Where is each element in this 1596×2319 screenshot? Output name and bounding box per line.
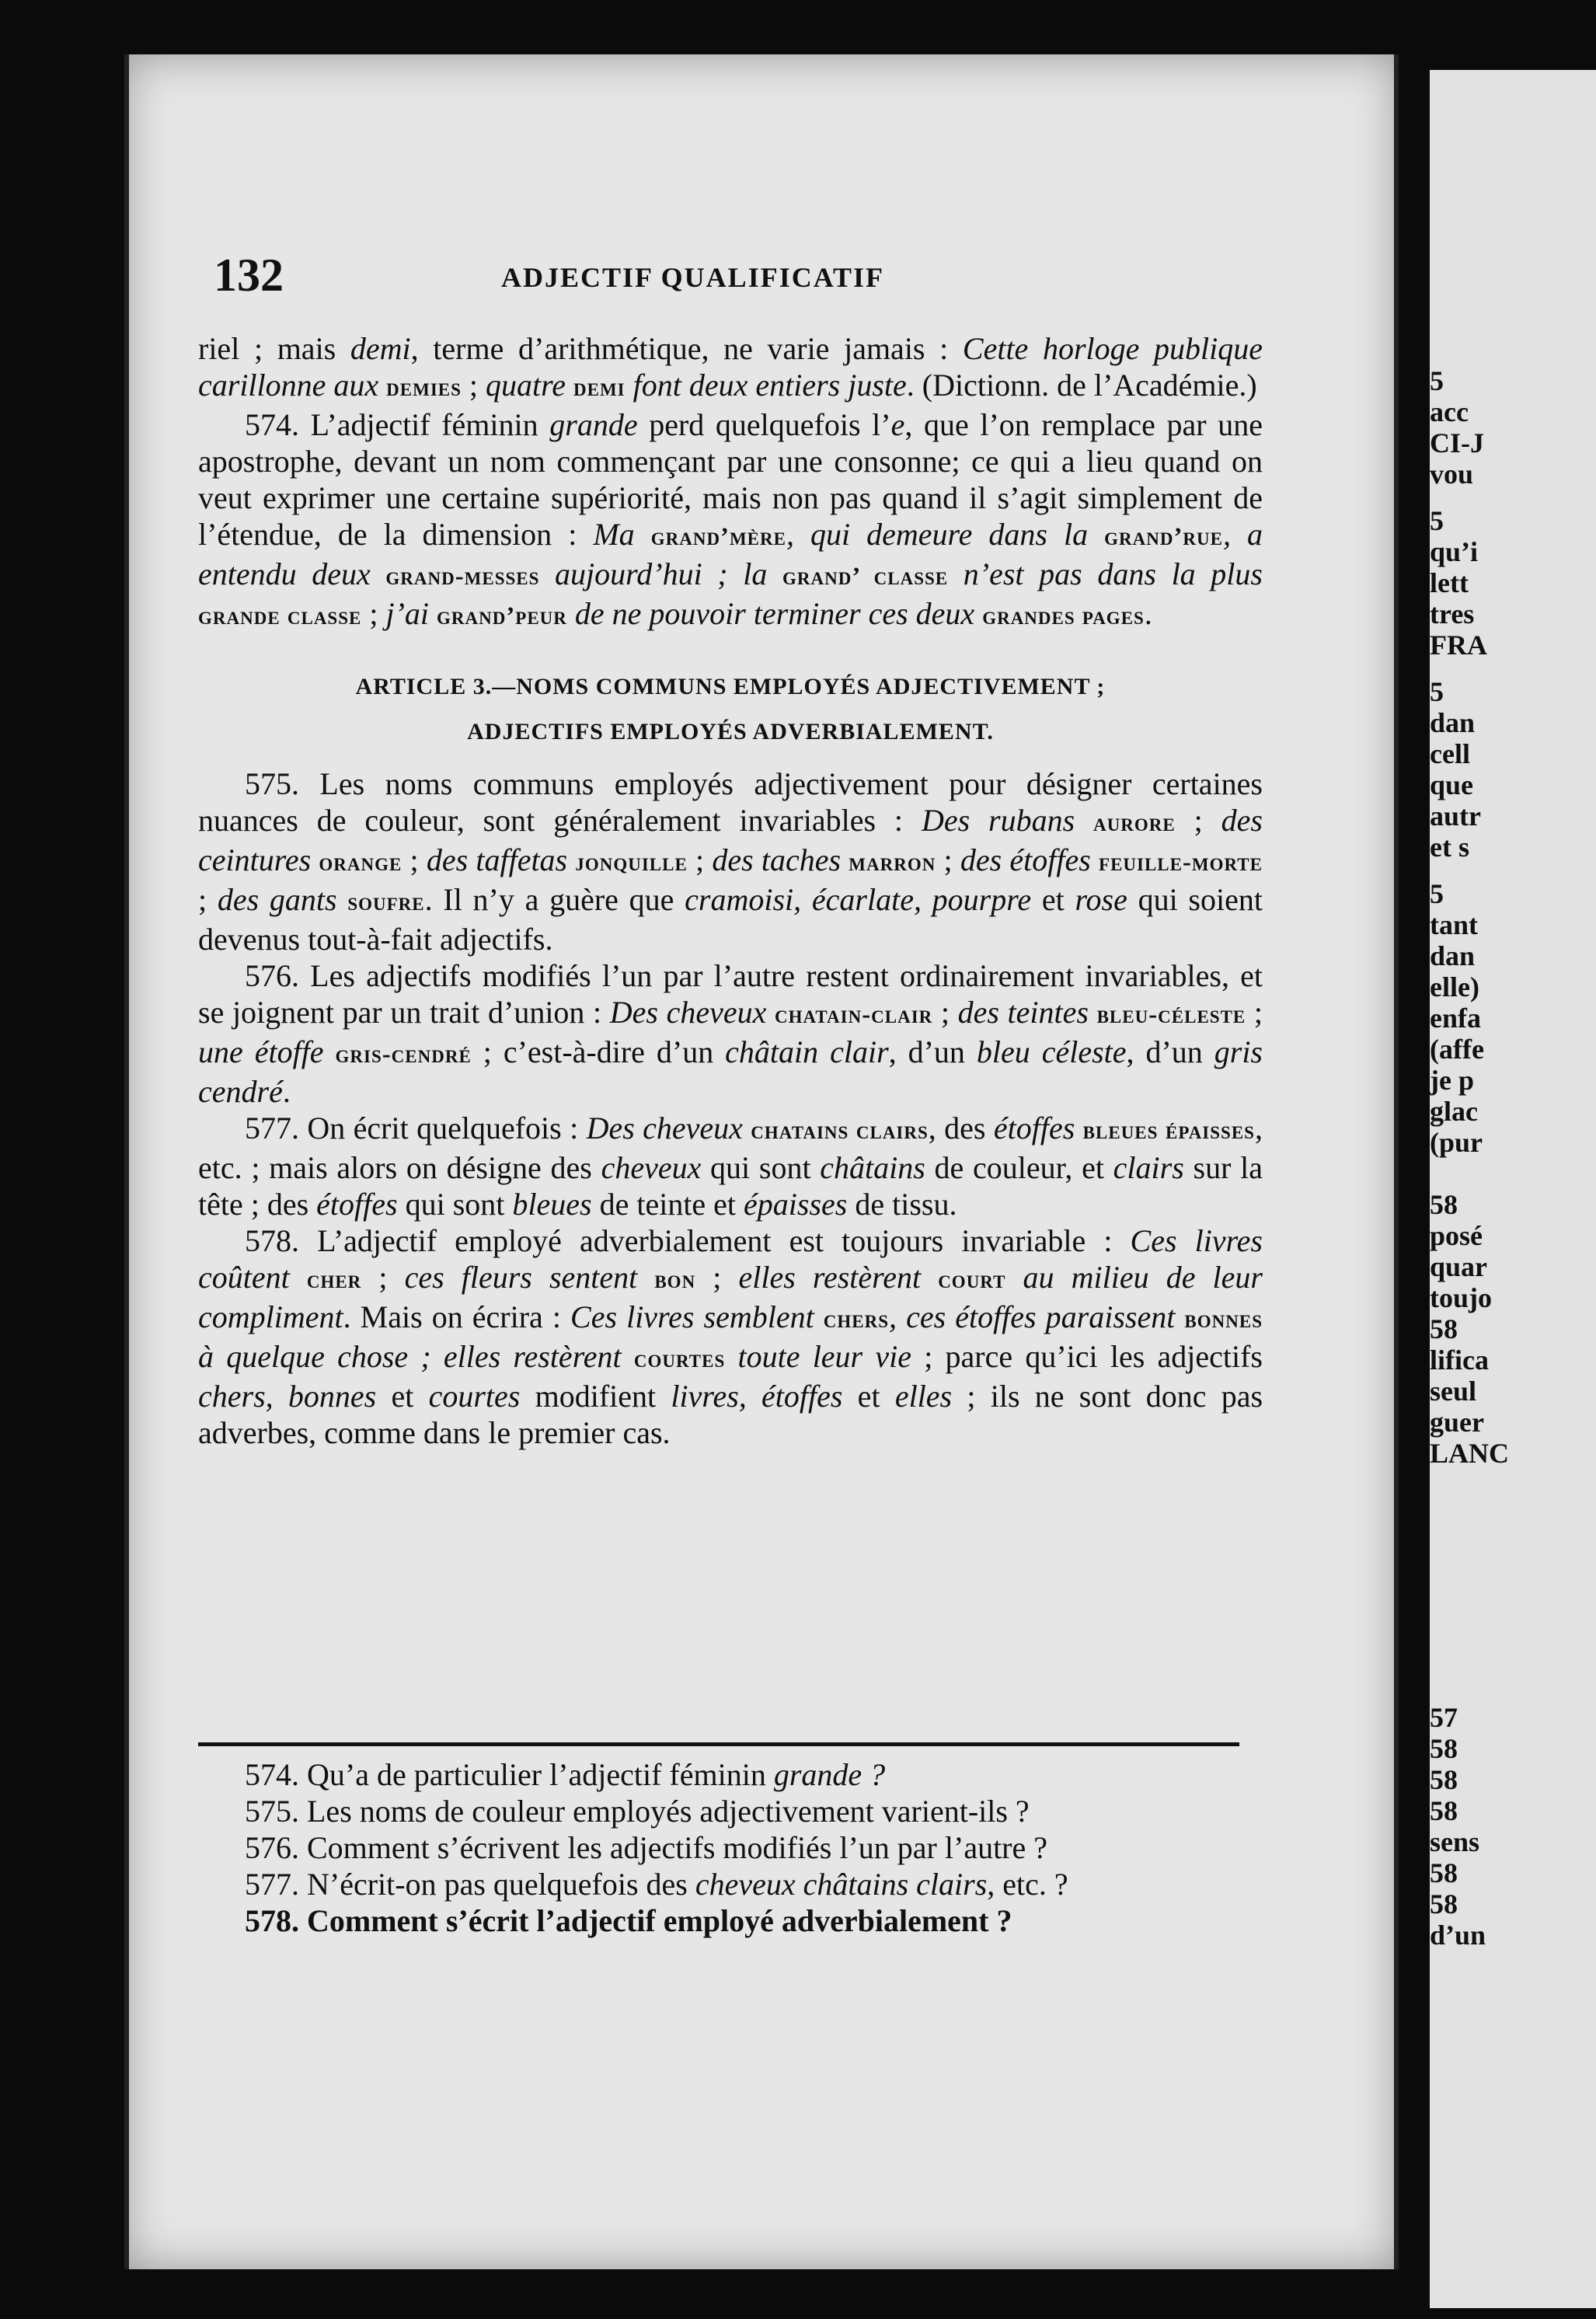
facing-page-line: lifica <box>1430 1344 1489 1376</box>
facing-page-line: 58 <box>1430 1795 1458 1826</box>
review-questions <box>198 1756 1255 1939</box>
facing-page-fragment <box>1430 70 1596 2308</box>
facing-page-line: FRA <box>1430 629 1487 661</box>
running-head: ADJECTIF QUALIFICATIF <box>501 262 885 293</box>
main-text <box>198 330 1263 1451</box>
question-578: 578. Comment s’écrit l’adjectif employé adverbialement ? <box>245 1903 1012 1938</box>
facing-page-line: 58 <box>1430 1764 1458 1795</box>
facing-page-line: elle) <box>1430 971 1479 1003</box>
facing-page-line: qu’i <box>1430 536 1479 567</box>
facing-page-line: 5 <box>1430 365 1444 396</box>
facing-page-line: (pur <box>1430 1127 1483 1158</box>
facing-page-line: tant <box>1430 909 1478 940</box>
facing-page-line: d’un <box>1430 1920 1486 1951</box>
page-number: 132 <box>214 249 284 301</box>
facing-page-line: je p <box>1430 1065 1474 1096</box>
facing-page-line: 58 <box>1430 1189 1458 1220</box>
facing-page-line: guer <box>1430 1407 1484 1438</box>
facing-page-line: autr <box>1430 800 1481 832</box>
facing-page-line: cell <box>1430 738 1470 769</box>
facing-page-line: 58 <box>1430 1313 1458 1344</box>
facing-page-line: quar <box>1430 1251 1488 1282</box>
facing-page-line: posé <box>1430 1220 1483 1251</box>
facing-page-line: 5 <box>1430 505 1444 536</box>
facing-page-line: 58 <box>1430 1888 1458 1920</box>
page-edge <box>124 54 129 2269</box>
facing-page-line: sens <box>1430 1826 1480 1857</box>
paragraph-576: 576. Les adjectifs modifiés l’un par l’autre restent ordinairement invariables, et se joignent par un trait d’union : Des cheveux chatain-clair ; des teintes bleu-céleste ; une étoffe gris-cendré ; c’est-à-dire d’un châtain clair, d’un bleu céleste, d’un gris cendré. <box>198 958 1263 1109</box>
facing-page-line: LANC <box>1430 1438 1510 1469</box>
facing-page-line: 5 <box>1430 878 1444 909</box>
facing-page-line: dan <box>1430 940 1476 971</box>
facing-page-line: 58 <box>1430 1733 1458 1764</box>
section-rule <box>198 1742 1239 1746</box>
facing-page-line: vou <box>1430 459 1474 490</box>
question-576: 576. Comment s’écrivent les adjectifs modifiés l’un par l’autre ? <box>245 1830 1048 1865</box>
facing-page-line: que <box>1430 769 1474 800</box>
facing-page-line: (affe <box>1430 1034 1484 1065</box>
page-header <box>214 249 1270 301</box>
facing-page-line: 57 <box>1430 1702 1458 1733</box>
paragraph-578: 578. L’adjectif employé adverbialement est toujours invariable : Ces livres coûtent cher ; ces fleurs sentent bon ; elles restèrent court au milieu de leur compliment. Mais on écrira : Ces livres semblent chers, ces étoffes paraissent bonnes à quelque chose ; elles restèrent courtes toute leur vie ; parce qu’ici les adjectifs chers, bonnes et courtes modifient livres, étoffes et elles ; ils ne sont donc pas adverbes, comme dans le premier cas. <box>198 1223 1263 1450</box>
article-subheading: ADJECTIFS EMPLOYÉS ADVERBIALEMENT. <box>467 719 994 745</box>
facing-page-line: CI-J <box>1430 427 1484 459</box>
facing-page-line: glac <box>1430 1096 1478 1127</box>
facing-page-line: enfa <box>1430 1003 1481 1034</box>
facing-page-line: tres <box>1430 598 1475 629</box>
paragraph-575: 575. Les noms communs employés adjectivement pour désigner certaines nuances de couleur, sont généralement invariables : Des rubans aurore ; des ceintures orange ; des taffetas jonquille ; des taches marron ; des étoffes feuille-morte ; des gants soufre. Il n’y a guère que cramoisi, écarlate, pourpre et rose qui soient devenus tout-à-fait adjectifs. <box>198 766 1263 957</box>
question-575: 575. Les noms de couleur employés adjectivement varient-ils ? <box>245 1794 1030 1829</box>
question-574: 574. Qu’a de particulier l’adjectif féminin grande ? <box>245 1757 886 1792</box>
question-577: 577. N’écrit-on pas quelquefois des cheveux châtains clairs, etc. ? <box>245 1867 1068 1902</box>
facing-page-line: dan <box>1430 707 1476 738</box>
facing-page-line: toujo <box>1430 1282 1492 1313</box>
facing-page-line: 5 <box>1430 676 1444 707</box>
paragraph-577: 577. On écrit quelquefois : Des cheveux chatains clairs, des étoffes bleues épaisses, etc. ; mais alors on désigne des cheveux qui sont châtains de couleur, et clairs sur la tête ; des étoffes qui sont bleues de teinte et épaisses de tissu. <box>198 1111 1263 1222</box>
facing-page-line: lett <box>1430 567 1469 598</box>
facing-page-line: acc <box>1430 396 1469 427</box>
facing-page-line: 58 <box>1430 1857 1458 1888</box>
article-heading: ARTICLE 3.—NOMS COMMUNS EMPLOYÉS ADJECTIVEMENT ; <box>355 674 1106 699</box>
facing-page-line: seul <box>1430 1376 1477 1407</box>
facing-page-line: et s <box>1430 832 1469 863</box>
paragraph-continuation: riel ; mais demi, terme d’arithmétique, ne varie jamais : Cette horloge publique carillonne aux demies ; quatre demi font deux entiers juste. (Dictionn. de l’Académie.) <box>198 331 1263 403</box>
paragraph-574: 574. L’adjectif féminin grande perd quelquefois l’e, que l’on remplace par une apostrophe, devant un nom commençant par une consonne; ce qui a lieu quand on veut exprimer une certaine supériorité, mais non pas quand il s’agit simplement de l’étendue, de la dimension : Ma grand’mère, qui demeure dans la grand’rue, a entendu deux grand-messes aujourd’hui ; la grand’ classe n’est pas dans la plus grande classe ; j’ai grand’peur de ne pouvoir terminer ces deux grandes pages. <box>198 407 1263 631</box>
page-gutter <box>1394 54 1399 2269</box>
